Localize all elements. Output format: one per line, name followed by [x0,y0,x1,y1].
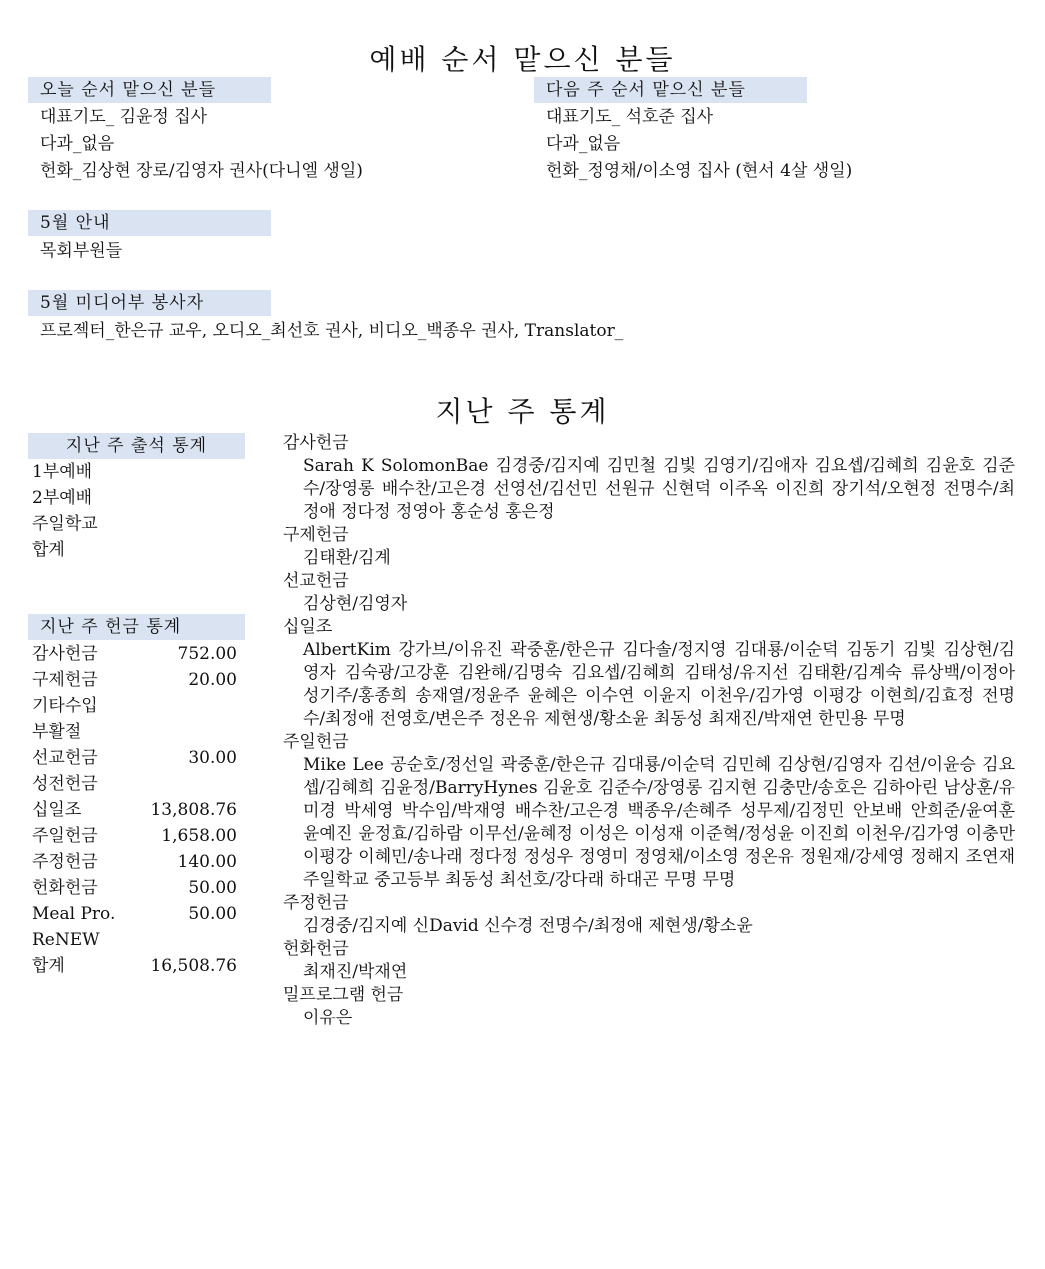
next-prayer: 대표기도_ 석호준 집사 [546,107,714,127]
offering-row [32,641,237,667]
offering-label: 선교헌금 [32,748,98,768]
donor-names: 김태환/김계 [303,548,391,568]
attendance-header: 지난 주 출석 통계 [28,433,245,459]
donor-names: 이유은 [303,1008,353,1028]
offering-label: ReNEW [32,930,100,950]
donor-names: 김상현/김영자 [303,594,408,614]
attendance-row [32,511,237,537]
offering-label: 주일헌금 [32,826,98,846]
attendance-label: 합계 [32,540,65,560]
offering-value: 50.00 [188,904,237,924]
offering-row [32,719,237,745]
today-prayer: 대표기도_ 김윤정 집사 [40,107,208,127]
offering-label: 십일조 [32,800,82,820]
offering-row [32,667,237,693]
donor-category: 주일헌금 [283,732,349,752]
donor-category: 선교헌금 [283,571,349,591]
donor-category: 구제헌금 [283,525,349,545]
offering-row [32,901,237,927]
attendance-row [32,485,237,511]
offering-value: 20.00 [188,670,237,690]
stats-title: 지난 주 통계 [435,395,610,428]
offering-header: 지난 주 헌금 통계 [28,614,245,640]
donor-category: 주정헌금 [283,893,349,913]
next-header: 다음 주 순서 맡으신 분들 [534,77,807,103]
donor-names: 최재진/박재연 [303,962,408,982]
today-flowers: 헌화_김상현 장로/김영자 권사(다니엘 생일) [40,161,363,181]
donor-category: 밀프로그램 헌금 [283,985,404,1005]
offering-label: 구제헌금 [32,670,98,690]
offering-row [32,823,237,849]
offering-label: 부활절 [32,722,82,742]
donor-category: 십일조 [283,617,333,637]
donor-category: 감사헌금 [283,433,349,453]
may-notice-header: 5월 안내 [28,210,271,236]
donor-names: Sarah K SolomonBae 김경중/김지예 김민철 김빛 김영기/김애자 김요셉/김혜희 김윤호 김준수/장영롱 배수찬/고은경 선영선/김선민 선원규 신현덕 이주옥 이진희 장기석/오현정 전명수/최정애 정다정 정영아 홍순성 홍은정 [303,456,1015,522]
offering-label: Meal Pro. [32,904,116,924]
offering-value: 13,808.76 [150,800,237,820]
attendance-label: 주일학교 [32,514,98,534]
offering-row [32,745,237,771]
offering-row [32,953,237,979]
attendance-row [32,537,237,563]
attendance-row [32,459,237,485]
offering-value: 140.00 [177,852,237,872]
offering-row [32,875,237,901]
attendance-label: 1부예배 [32,462,93,482]
offering-row [32,693,237,719]
may-media-header: 5월 미디어부 봉사자 [28,290,271,316]
offering-value: 752.00 [177,644,237,664]
offering-value: 16,508.76 [150,956,237,976]
offering-row [32,771,237,797]
offering-row [32,797,237,823]
offering-label: 감사헌금 [32,644,98,664]
offering-label: 기타수입 [32,696,98,716]
donor-names: AlbertKim 강가브/이유진 곽중훈/한은규 김다솔/정지영 김대룡/이순덕 김동기 김빛 김상현/김영자 김숙광/고강훈 김완해/김명숙 김요셉/김혜희 김태성/유지선 김태환/김계숙 류상백/이정아 성기주/홍종희 송재열/정윤주 윤혜은 이수연 이윤지 이천우/김가영 이평강 이현희/김효정 전명수/최정애 전영호/변은주 정온유 제현생/황소윤 최동성 최재진/박재연 한민용 무명 [303,640,1015,729]
donor-names: 김경중/김지예 신David 신수경 전명수/최정애 제현생/황소윤 [303,916,753,936]
offering-label: 성전헌금 [32,774,98,794]
attendance-label: 2부예배 [32,488,93,508]
offering-value: 50.00 [188,878,237,898]
today-header: 오늘 순서 맡으신 분들 [28,77,271,103]
next-flowers: 헌화_정영채/이소영 집사 (현서 4살 생일) [546,161,853,181]
offering-label: 헌화헌금 [32,878,98,898]
may-media-text: 프로젝터_한은규 교우, 오디오_최선호 권사, 비디오_백종우 권사, Translator_ [40,321,624,341]
may-notice-text: 목회부원들 [40,241,123,261]
offering-value: 30.00 [188,748,237,768]
offering-row [32,849,237,875]
order-title: 예배 순서 맡으신 분들 [369,43,676,76]
offering-label: 합계 [32,956,65,976]
next-refreshment: 다과_없음 [546,134,621,154]
today-refreshment: 다과_없음 [40,134,115,154]
offering-label: 주정헌금 [32,852,98,872]
offering-value: 1,658.00 [161,826,237,846]
donor-category: 헌화헌금 [283,939,349,959]
donor-names: Mike Lee 공순호/정선일 곽중훈/한은규 김대룡/이순덕 김민혜 김상현/김영자 김션/이윤승 김요셉/김혜희 김윤정/BarryHynes 김윤호 김준수/장영롱 김지현 김충만/송호은 김하아린 남상훈/유미경 박세영 박수임/박재영 배수찬/고은경 백종우/손혜주 성무제/김정민 안보배 안희준/윤여훈 윤예진 윤정효/김하람 이무선/윤혜정 이성은 이성재 이준혁/정성윤 이진희 이천우/김가영 이충만 이평강 이혜민/송나래 정다정 정성우 정영미 정영채/이소영 정온유 정원재/강세영 정해지 조연재 주일학교 중고등부 최동성 최선호/강다래 하대곤 무명 무명 [303,755,1015,890]
offering-row [32,927,237,953]
